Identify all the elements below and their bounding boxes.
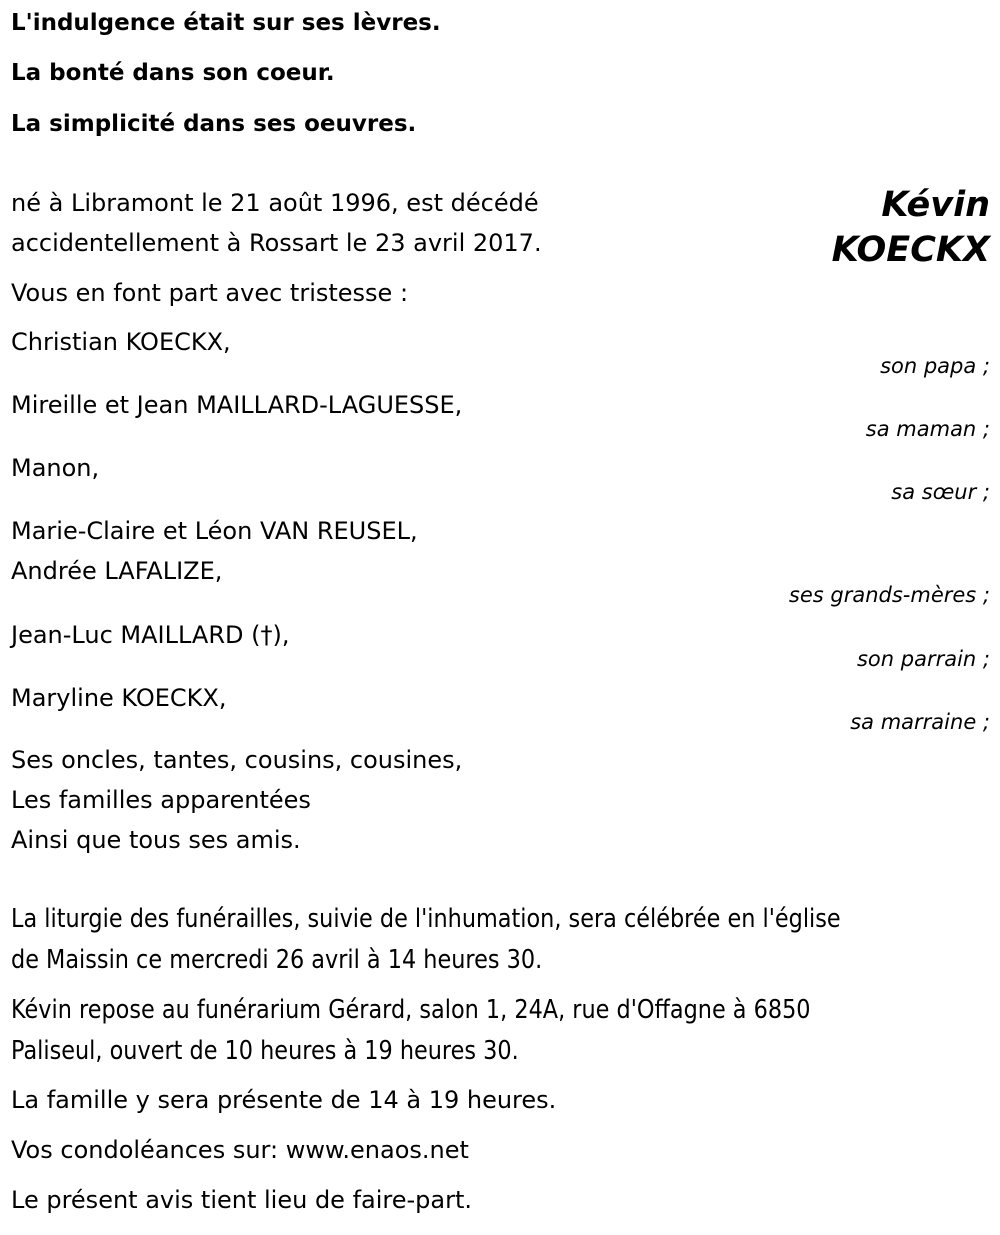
relation-marraine: sa marraine ; <box>850 710 990 734</box>
relation-grands-meres: ses grands-mères ; <box>788 583 990 607</box>
family-name-marraine: Maryline KOECKX, <box>11 684 227 712</box>
condolences-line <box>11 1136 469 1164</box>
others-line-3: Ainsi que tous ses amis. <box>11 826 301 854</box>
condolences-link[interactable]: www.enaos.net <box>285 1136 469 1164</box>
relation-parrain: son parrain ; <box>856 647 990 671</box>
family-name-maman: Mireille et Jean MAILLARD-LAGUESSE, <box>11 391 463 419</box>
intro-line-1: né à Libramont le 21 août 1996, est décédé <box>11 189 539 217</box>
relation-soeur: sa sœur ; <box>891 480 990 504</box>
relation-maman: sa maman ; <box>865 417 990 441</box>
deceased-first-name: Kévin <box>881 185 990 225</box>
others-line-1: Ses oncles, tantes, cousins, cousines, <box>11 746 463 774</box>
family-presence-line: La famille y sera présente de 14 à 19 heures. <box>11 1086 557 1114</box>
family-name-papa: Christian KOECKX, <box>11 328 231 356</box>
deceased-name <box>832 183 990 273</box>
family-name-grandmere-1: Marie-Claire et Léon VAN REUSEL, <box>11 517 418 545</box>
liturgy-line-1: La liturgie des funérailles, suivie de l'inhumation, sera célébrée en l'église <box>11 904 841 934</box>
liturgy-line-2: de Maissin ce mercredi 26 avril à 14 heures 30. <box>11 945 543 975</box>
rest-line-2: Paliseul, ouvert de 10 heures à 19 heures 30. <box>11 1036 519 1066</box>
family-name-parrain: Jean-Luc MAILLARD (†), <box>11 621 290 649</box>
condolences-label: Vos condoléances sur: <box>11 1136 286 1164</box>
motto-line-3: La simplicité dans ses oeuvres. <box>11 111 417 137</box>
motto-line-1: L'indulgence était sur ses lèvres. <box>11 10 441 36</box>
family-name-grandmere-2: Andrée LAFALIZE, <box>11 557 223 585</box>
rest-line-1: Kévin repose au funérarium Gérard, salon 1, 24A, rue d'Offagne à 6850 <box>11 995 811 1025</box>
relation-papa: son papa ; <box>880 354 990 378</box>
intro-line-2: accidentellement à Rossart le 23 avril 2017. <box>11 229 542 257</box>
notice-line: Le présent avis tient lieu de faire-part. <box>11 1186 473 1214</box>
family-name-soeur: Manon, <box>11 454 100 482</box>
deceased-last-name: KOECKX <box>831 230 990 270</box>
others-line-2: Les familles apparentées <box>11 786 311 814</box>
motto-line-2: La bonté dans son coeur. <box>11 60 335 86</box>
announce-line: Vous en font part avec tristesse : <box>11 279 409 307</box>
